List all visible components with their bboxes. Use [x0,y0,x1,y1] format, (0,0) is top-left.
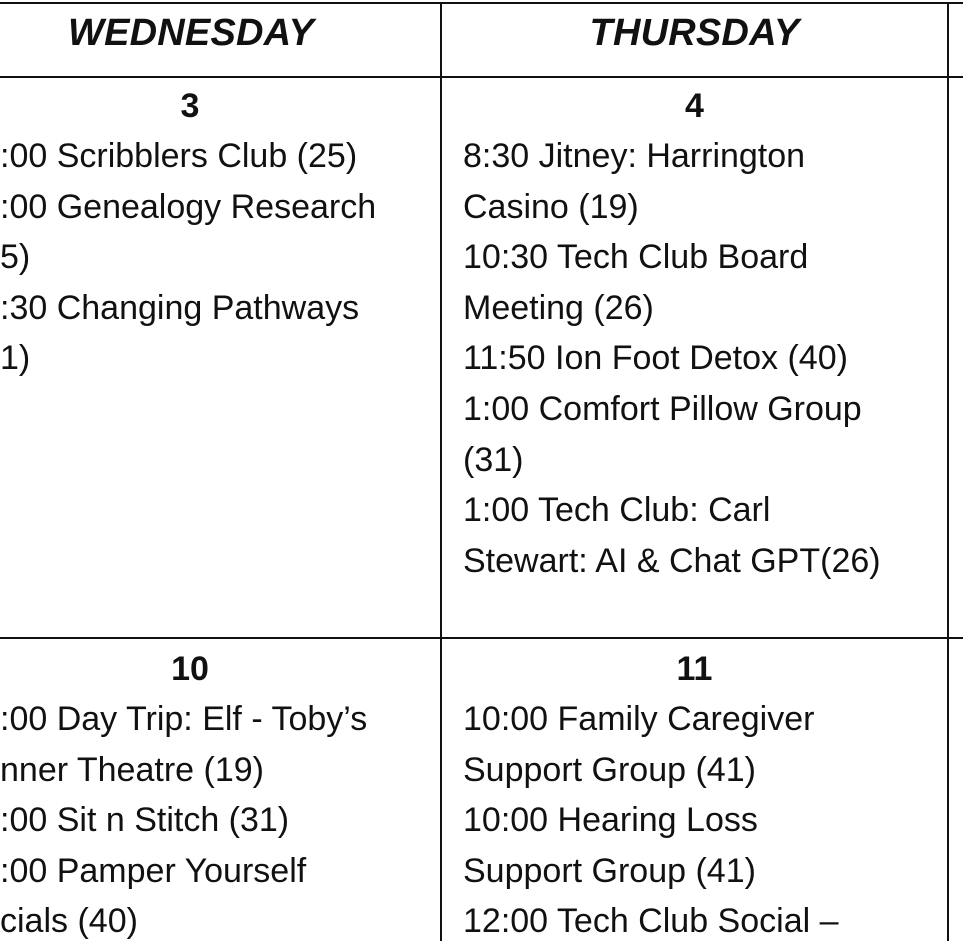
event-line: :00 Pamper Yourself [0,851,307,890]
event-line: 10:30 Tech Club Board [463,238,809,277]
wednesday-day-number: 10 [171,650,209,688]
header-divider-line [0,76,963,78]
event-line: :00 Day Trip: Elf - Toby’s [0,700,368,738]
event-line: 10:00 Family Caregiver [463,700,815,738]
event-line: Support Group (41) [463,851,756,890]
event-line: 1:00 Comfort Pillow Group [463,389,862,428]
week-divider-line [0,637,963,639]
wednesday-events-clip [0,694,438,941]
thursday-events-list [463,694,839,941]
event-line: 1:00 Tech Club: Carl [463,491,771,530]
thursday-day-number: 4 [685,87,704,125]
top-border-line [0,2,963,4]
wednesday-header: WEDNESDAY [68,12,314,54]
right-column-divider-line [947,2,949,941]
thursday-events-clip [442,694,945,941]
event-line: 12:00 Tech Club Social – [463,902,839,941]
event-line: :30 Changing Pathways [0,288,360,327]
event-line: 5) [0,238,31,277]
event-line: :00 Sit n Stitch (31) [0,801,290,840]
event-line: :00 Scribblers Club (25) [0,137,358,175]
event-line: Stewart: AI & Chat GPT(26) [463,541,881,580]
event-line: (31) [463,440,524,479]
event-line: 8:30 Jitney: Harrington [463,137,806,175]
event-line: Meeting (26) [463,288,654,327]
event-line: 10:00 Hearing Loss [463,801,758,840]
event-line: 11:50 Ion Foot Detox (40) [463,339,848,378]
event-line: Support Group (41) [463,750,756,789]
wednesday-events-clip [0,131,438,637]
thursday-header: THURSDAY [589,12,800,54]
event-line: nner Theatre (19) [0,750,264,789]
thursday-events-clip [442,131,945,637]
event-line: cials (40) [0,902,138,941]
thursday-day-number: 11 [676,650,713,688]
wednesday-events-list [0,131,376,384]
thursday-events-list [463,131,881,586]
event-line: Casino (19) [463,187,639,226]
event-line: 1) [0,339,31,378]
event-line: :00 Genealogy Research [0,187,377,226]
wednesday-day-number: 3 [180,87,200,125]
wednesday-events-list [0,694,367,941]
